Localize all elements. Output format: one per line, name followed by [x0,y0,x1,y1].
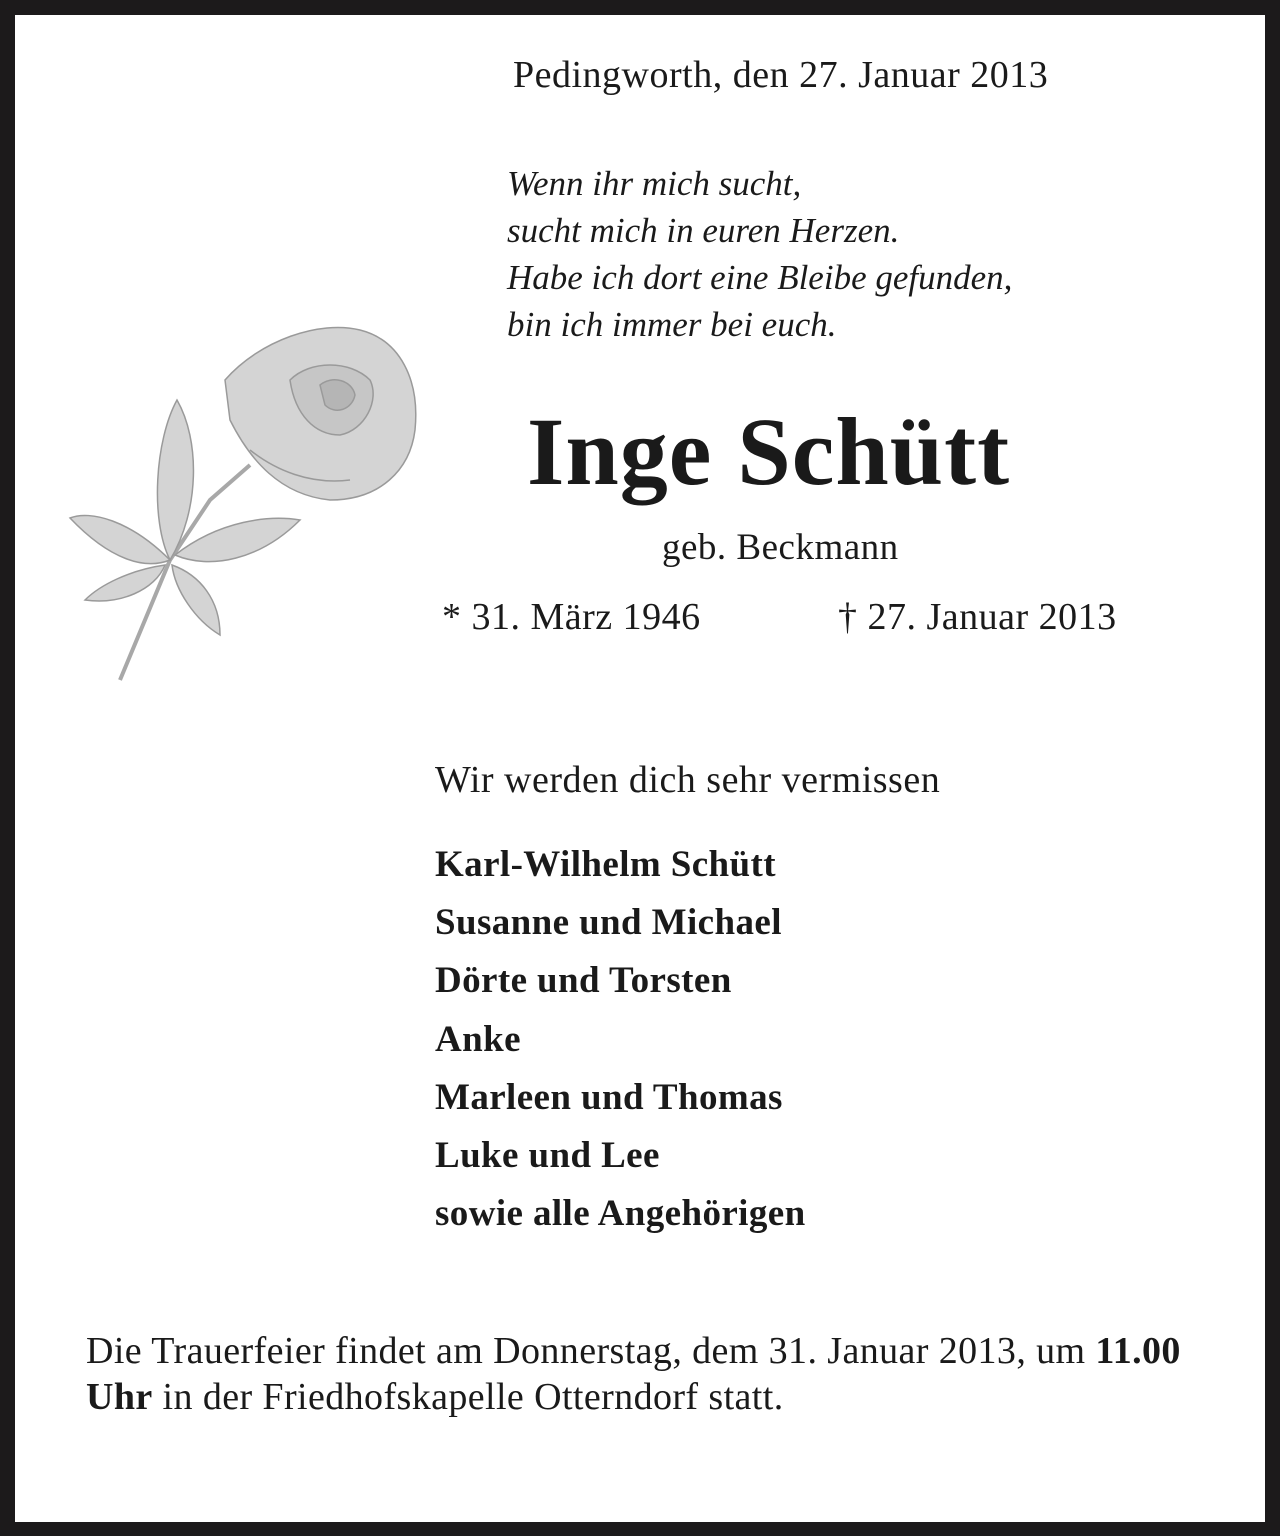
notice-text: Die Trauerfeier findet am Donnerstag, dem 31. Januar 2013, um [86,1330,1096,1372]
funeral-notice [86,1328,1206,1420]
birth-date: * 31. März 1946 [442,596,701,638]
death-date: † 27. Januar 2013 [838,596,1117,638]
poem-line: Wenn ihr mich sucht, [507,164,802,203]
notice-text: in der Friedhofskapelle Otterndorf statt. [152,1376,784,1418]
poem [507,160,1012,348]
notice-time: 11.00 Uhr [86,1330,1181,1418]
mourner: Anke [435,1018,521,1060]
mourner: Marleen und Thomas [435,1076,783,1118]
deceased-name: Inge Schütt [527,398,1011,505]
maiden-name: geb. Beckmann [662,527,899,568]
rose-illustration [60,320,430,690]
mourner: Luke und Lee [435,1135,660,1177]
poem-line: bin ich immer bei euch. [507,305,837,344]
place-date: Pedingworth, den 27. Januar 2013 [513,54,1049,96]
mourner: Karl-Wilhelm Schütt [435,844,776,885]
mourner: Dörte und Torsten [435,960,732,1002]
mourner: sowie alle Angehörigen [435,1193,806,1235]
farewell-line: Wir werden dich sehr vermissen [435,759,941,801]
mourners-list [435,836,806,1243]
poem-line: sucht mich in euren Herzen. [507,211,900,250]
mourner: Susanne und Michael [435,902,782,944]
poem-line: Habe ich dort eine Bleibe gefunden, [507,258,1013,297]
